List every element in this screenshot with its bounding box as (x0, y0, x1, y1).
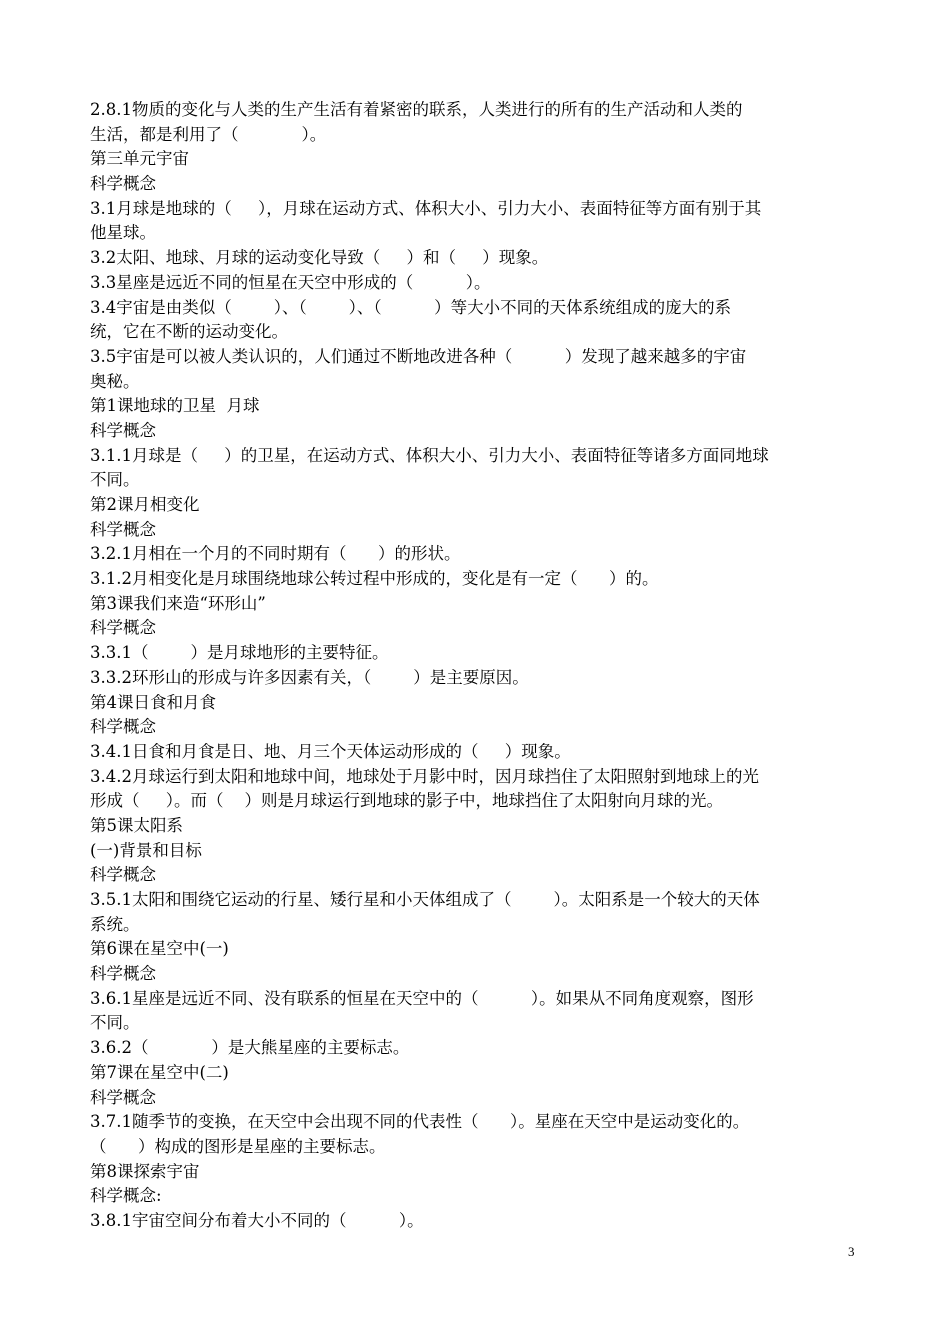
text-line: 2.8.1物质的变化与人类的生产生活有着紧密的联系，人类进行的所有的生产活动和人类的 (90, 100, 743, 119)
text-line: 第6课在星空中(一) (90, 939, 229, 959)
text-line: 第2课月相变化 (90, 495, 200, 514)
text-line: 科学概念 (90, 174, 156, 194)
text-line: 3.6.1星座是远近不同、没有联系的恒星在天空中的（ ）。如果从不同角度观察，图形 (90, 988, 754, 1008)
text-line: 科学概念 (90, 865, 156, 885)
text-line: 科学概念: (90, 1186, 162, 1206)
text-line: 3.3.2环形山的形成与许多因素有关，（ ）是主要原因。 (90, 667, 529, 687)
text-line: 3.1.2月相变化是月球围绕地球公转过程中形成的，变化是有一定（ ）的。 (90, 569, 659, 589)
text-line: 科学概念 (90, 618, 156, 638)
text-line: 科学概念 (90, 1087, 156, 1107)
text-line: （ ）构成的图形是星座的主要标志。 (90, 1136, 386, 1156)
text-line: 第8课探索宇宙 (90, 1161, 200, 1181)
text-line: 科学概念 (90, 519, 156, 539)
text-line: 形成（ ）。而（ ）则是月球运行到地球的影子中，地球挡住了太阳射向月球的光。 (90, 791, 723, 811)
text-line: 科学概念 (90, 420, 156, 440)
text-line: 他星球。 (90, 223, 156, 243)
text-line: 奥秘。 (90, 371, 140, 391)
text-line: 第1课地球的卫星 月球 (90, 396, 260, 416)
text-line: 第4课日食和月食 (90, 692, 216, 712)
text-line: 生活，都是利用了（ ）。 (90, 124, 327, 144)
text-line: 3.1月球是地球的（ ），月球在运动方式、体积大小、引力大小、表面特征等方面有别于其 (90, 198, 762, 218)
text-line: 3.5宇宙是可以被人类认识的，人们通过不断地改进各种（ ）发现了越来越多的宇宙 (90, 346, 747, 366)
text-line: 3.8.1宇宙空间分布着大小不同的（ ）。 (90, 1210, 424, 1230)
page-number: 3 (848, 1244, 855, 1259)
text-line: 系统。 (90, 914, 140, 934)
text-line: 3.1.1月球是（ ）的卫星，在运动方式、体积大小、引力大小、表面特征等诸多方面同地球 (90, 445, 769, 465)
text-line: 3.4宇宙是由类似（ ）、（ ）、（ ）等大小不同的天体系统组成的庞大的系 (90, 297, 732, 317)
text-line: 第7课在星空中(二) (90, 1062, 229, 1082)
text-line: 3.2太阳、地球、月球的运动变化导致（ ）和（ ）现象。 (90, 248, 549, 268)
text-line: 第3课我们来造“环形山” (90, 593, 266, 613)
text-line: 3.4.2月球运行到太阳和地球中间，地球处于月影中时，因月球挡住了太阳照射到地球上的光 (90, 766, 759, 786)
text-line: 不同。 (90, 1013, 140, 1033)
text-line: 3.5.1太阳和围绕它运动的行星、矮行星和小天体组成了（ ）。太阳系是一个较大的天体 (90, 890, 760, 909)
text-line: 科学概念 (90, 717, 156, 737)
text-line: 3.3.1（ ）是月球地形的主要特征。 (90, 643, 389, 663)
document-body (90, 98, 865, 1234)
text-line: 不同。 (90, 470, 140, 490)
text-line: 第5课太阳系 (90, 815, 183, 835)
text-line: 3.2.1月相在一个月的不同时期有（ ）的形状。 (90, 544, 461, 564)
text-line: 统，它在不断的运动变化。 (90, 322, 288, 342)
text-line: 3.4.1日食和月食是日、地、月三个天体运动形成的（ ）现象。 (90, 741, 571, 761)
text-line: 3.7.1随季节的变换，在天空中会出现不同的代表性（ ）。星座在天空中是运动变化的。 (90, 1112, 750, 1132)
text-line: 3.3星座是远近不同的恒星在天空中形成的（ ）。 (90, 272, 491, 292)
text-line: 科学概念 (90, 964, 156, 984)
text-line: 第三单元宇宙 (90, 149, 189, 169)
text-line: (一)背景和目标 (90, 840, 202, 860)
text-line: 3.6.2（ ）是大熊星座的主要标志。 (90, 1038, 410, 1058)
